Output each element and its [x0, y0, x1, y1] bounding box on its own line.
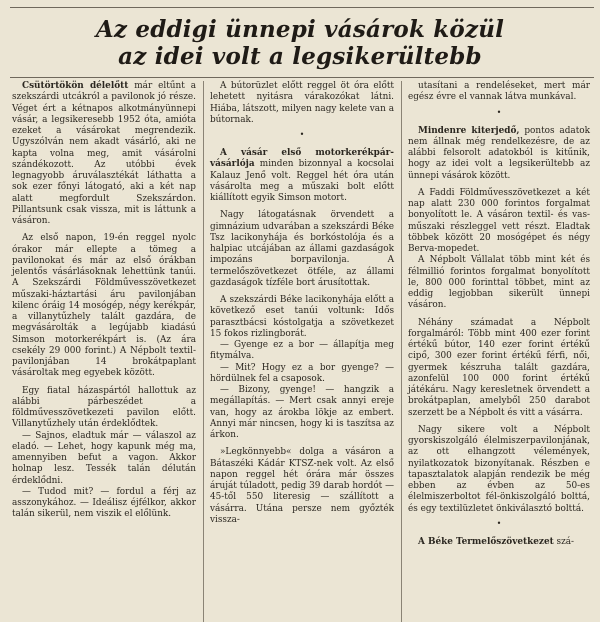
- paragraph-text: — Mit? Hogy ez a bor gyenge? — hördülnek fel a csaposok.: [210, 362, 394, 384]
- paragraph-text: — Tudod mit? — fordul a férj az asszonykához. — Ideálisz éjfélkor, akkor talán sikerül, nem viszik el előlünk.: [12, 486, 196, 520]
- article-paragraph: [408, 188, 590, 256]
- section-bullet: •: [496, 518, 502, 528]
- paragraph-lead: A vásár első motorkerékpár-vásárlója: [210, 148, 394, 170]
- paragraph-text: pontos adatok nem állnak még rendelkezésre, de az alábbi felsorolt adatokból is kitűnik, hogy az idei volt a legsikerültebb az ünnepi vásárok között.: [408, 125, 590, 181]
- paragraph-text: Néhány számadat a Népbolt forgalmáról: Több mint 400 ezer forint értékű bútor, 140 ezer forint értékű cipő, 300 ezer forint értékű férfi, női, gyermek készruha talált gazdára, azonfelül 100 000 forint értékű játékáru. Nagy keresletnek örvendett a brokátpaplan, amelyből 250 darabot szerzett be a Népbolt és vitt a vásárra.: [408, 317, 590, 418]
- paragraph-lead: A Béke Termelőszövetkezet: [418, 536, 554, 547]
- paragraph-text: minden bizonnyal a kocsolai Kalauz Jenő volt. Reggel hét óra után vásárolta meg a műszaki bolt előtt kiállított egyik Simson motort.: [210, 159, 394, 203]
- paragraph-text: »Legkönnyebb« dolga a vásáron a Bátaszéki Kádár KTSZ-nek volt. Az első napon reggel hét órára már összes áruját túladott, pedig 39 darab hordót — 45-től 550 literesig — szállított a vásárra. Utána persze nem győzték vissza-: [210, 447, 394, 525]
- paragraph-text: szá-: [553, 536, 575, 547]
- paragraph-text: A Népbolt Vállalat több mint két és félmillió forintos forgalmat bonyolított le, 800 000 forinttal többet, mint az eddig legjobban sikerült ünnepi vásáron.: [408, 255, 590, 311]
- column-divider: [401, 81, 402, 622]
- paragraph-lead: Csütörtökön délelőtt: [22, 81, 129, 91]
- top-rule: [10, 7, 594, 8]
- article-paragraph: [408, 255, 590, 311]
- paragraph-text: A Faddi Földművesszövetkezet a két nap alatt 230 000 forintos forgalmat bonyolított le. A vásáron textil- és vas-műszaki részleggel vett részt. Eladtak többek között 20 mosógépet és négy Berva-mopedet.: [408, 187, 590, 254]
- column-2: [210, 81, 394, 526]
- article-paragraph: [210, 295, 394, 340]
- headline-rule: [10, 77, 594, 78]
- article-paragraph: [12, 81, 196, 227]
- article-paragraph: [12, 431, 196, 487]
- article-paragraph: [408, 318, 590, 419]
- paragraph-lead: Mindenre kiterjedő,: [418, 125, 520, 136]
- paragraph-text: Nagy látogatásnak örvendett a gimnázium udvarában a szekszárdi Béke Tsz lacikonyhája és borkóstolója és a halpiac utcájában az állami gazdaságok impozáns borpavilonja. A termelőszövetkezet ötféle, az állami gazdaságok tízféle bort árusítottak.: [210, 210, 394, 288]
- article-paragraph: [210, 447, 394, 526]
- paragraph-text: — Gyenge ez a bor — állapítja meg fitymálva.: [210, 340, 394, 362]
- article-paragraph: [210, 363, 394, 386]
- article-paragraph: [12, 487, 196, 521]
- article-paragraph: [12, 386, 196, 431]
- article-paragraph: [210, 385, 394, 441]
- article-paragraph: [210, 210, 394, 289]
- paragraph-text: A szekszárdi Béke lacikonyhája előtt a következő eset tanúi voltunk: Idős parasztbácsi kóstolgatja a szövetkezet 15 fokos rizlingborát.: [210, 295, 394, 339]
- paragraph-text: utasítani a rendeléseket, mert már egész évre el vannak látva munkával.: [408, 81, 590, 103]
- paragraph-text: Az első napon, 19-én reggel nyolc órakor már ellepte a tömeg a pavilonokat és már az első órákban jelentős vásárlásoknak lehettünk tanúi. A Szekszárdi Földművesszövetkezet műszaki-háztartási áru pavilonjában kilenc óráig 14 mosógép, négy kerékpár, a villanytűzhely talált gazdára, de megvásárolták a legújabb kiadású Simson motorkerékpárt is. (Az ára csekély 29 000 forint.) A Népbolt textil-pavilonjában 14 brokátpaplant vásároltak meg egyebek között.: [12, 233, 196, 379]
- article-paragraph: [408, 537, 590, 548]
- column-3: [408, 81, 590, 548]
- column-divider: [203, 81, 204, 622]
- paragraph-text: — Sajnos, eladtuk már — válaszol az eladó. — Lehet, hogy kapunk még ma, amennyiben befut a vagon. Akkor holnap lesz. Tessék talán délután érdeklődni.: [12, 430, 196, 486]
- paragraph-text: Egy fiatal házaspártól hallottuk az alábbi párbeszédet a földművesszövetkezeti pavilon előtt. Villanytűzhely után érdeklődtek.: [12, 385, 196, 430]
- section-bullet: •: [299, 130, 305, 139]
- section-bullet: •: [496, 107, 502, 117]
- paragraph-text: már eltűnt a szekszárdi utcákról a pavilonok jó része. Véget ért a kétnapos alkotmányünnepi vásár, a legsikeresebb 1952 óta, amióta ezeket a vásárokat megrendezik. Ugyszólván nem akadt vásárló, aki ne kapta volna meg, amit vásárolni szándékozott. Az utóbbi évek legnagyobb áruválasztékát láthatta a sok ezer főnyi látogató, aki a két nap alatt megfordult Szekszárdon. Pillantsunk csak vissza, mit is láttunk a vásáron.: [12, 81, 196, 226]
- column-1: [12, 81, 196, 521]
- article-paragraph: [408, 425, 590, 515]
- paragraph-text: Nagy sikere volt a Népbolt gyorskiszolgáló élelmiszerpavilonjának, az ott elhangzott vélemények, nyilatkozatok bizonyítanak. Részben e tapasztalatok alapján rendezik be még ebben az évben az 50-es élelmiszerboltot fél-önkiszolgáló bolttá, és egy textilüzletet önkiválasztó bolttá.: [408, 424, 590, 514]
- article-paragraph: [210, 148, 394, 204]
- article-paragraph: [408, 81, 590, 104]
- article-paragraph: [408, 126, 590, 182]
- headline: [0, 16, 600, 70]
- article-paragraph: [210, 81, 394, 126]
- article-paragraph: [12, 233, 196, 379]
- paragraph-text: — Bizony, gyenge! — hangzik a megállapítás. — Mert csak annyi ereje van, hogy az árokba lökje az embert. Annyi már nincsen, hogy ki is taszítsa az árkon.: [210, 385, 394, 440]
- paragraph-text: A bútorüzlet előtt reggel öt óra előtt lehetett nyitásra várakozókat látni. Hiába, látszott, milyen nagy kelete van a bútornak.: [210, 81, 394, 125]
- headline-line-1: Az eddigi ünnepi vásárok közül: [95, 16, 505, 43]
- article-paragraph: [210, 340, 394, 363]
- headline-line-2: az idei volt a legsikerültebb: [118, 43, 482, 70]
